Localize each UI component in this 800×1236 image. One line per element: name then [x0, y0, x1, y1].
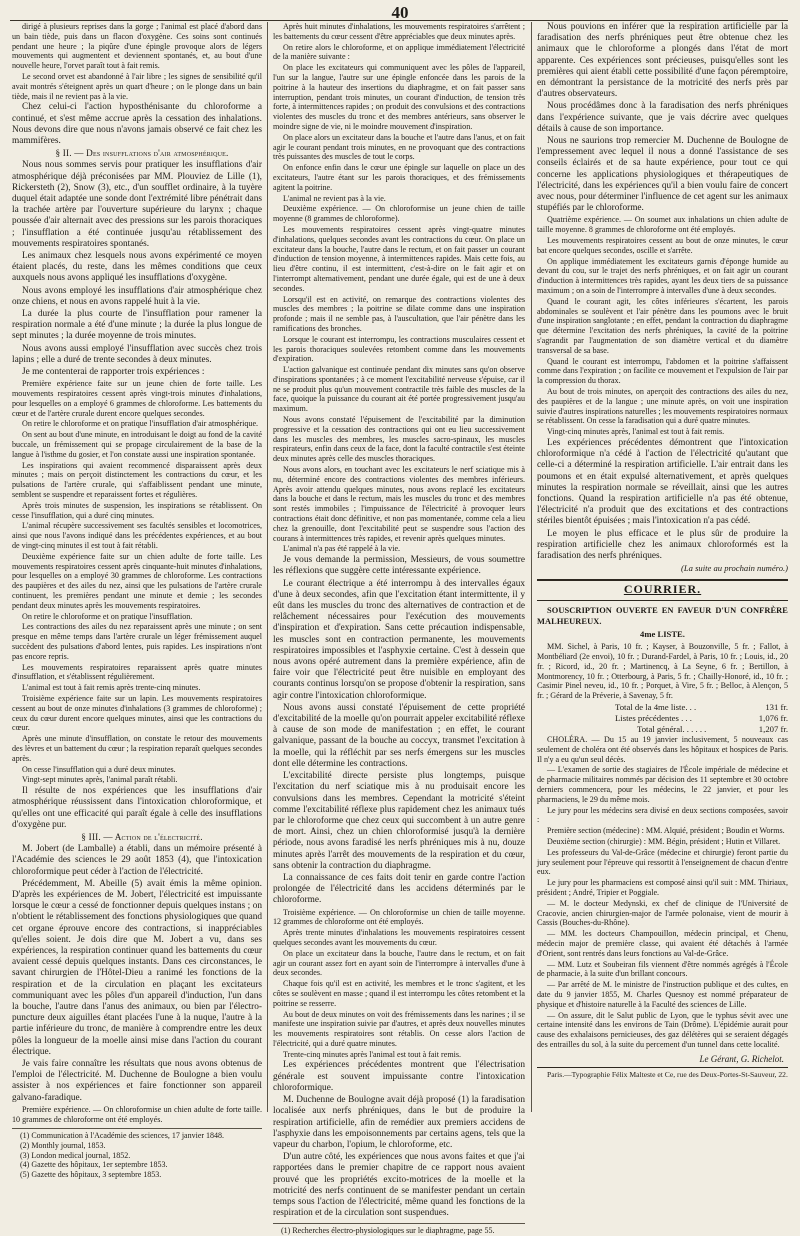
- paragraph: Nous avons aussi employé l'insufflation avec succès chez trois lapins ; elle a duré de trente secondes à deux minutes.: [12, 343, 262, 365]
- paragraph: Nous avons aussi constaté l'épuisement de cette propriété d'excitabilité de la moelle qu'on pourrait appeler excitabilité réflexe à cause de son mode de manifestation ; en effet, le courant galvanique, passant de la bouche au coccyx, transmet l'excitation à la moelle, qui la réfléchit par ses nerfs émergens sur les muscles dont elle détermine les contractions.: [273, 702, 525, 769]
- news-item: CHOLÉRA. — Du 15 au 19 janvier inclusivement, 5 nouveaux cas seulement de choléra ont été observés dans les hôpitaux et hospices de Paris. Il n'y a eu qu'un seul décès.: [537, 735, 788, 764]
- news-item: Le jury pour les pharmaciens est composé ainsi qu'il suit : MM. Thiriaux, président ; André, Tripier et Poggiale.: [537, 878, 788, 897]
- header-rule: [10, 20, 788, 21]
- news-item: — L'examen de sortie des stagiaires de l'École impériale de médecine et de pharmacie militaires nommés par décision des 11 septembre et 30 octobre derniers commencera, pour les médecins, le 22 janvier, et pour les pharmaciens, le 29 du même mois.: [537, 765, 788, 804]
- paragraph: La connaissance de ces faits doit tenir en garde contre l'action prolongée de l'électricité dans les accidens déterminés par le chloroforme.: [273, 872, 525, 906]
- totals: [537, 702, 788, 735]
- section-heading: § II. — Des insufflations d'air atmosphérique.: [55, 148, 229, 159]
- paragraph: On place un excitateur dans la bouche, l'autre dans le rectum, et on fait agir un courant assez fort en ayant soin de l'interrompre à intervalles d'une à deux secondes.: [273, 948, 525, 978]
- printer-imprint: Paris.—Typographie Félix Malteste et Ce, rue des Deux-Portes-St-Sauveur, 22.: [537, 1067, 788, 1079]
- paragraph: D'un autre côté, les expériences que nous avons faites et que j'ai rapportées dans le premier chapitre de ce rapport nous avaient prouvé que les propriétés excito-motrices de la moelle et la motricité des nerfs continuent de se manifester pendant un certain temps sous l'action de l'électricité, même quand les fonctions de la respiration et de la circulation sont suspendues.: [273, 1152, 525, 1219]
- paragraph: Vingt-cinq minutes après, l'animal est tout à fait remis.: [547, 427, 725, 437]
- paragraph: Les mouvements respiratoires cessent après vingt-quatre minutes d'inhalations, quelques secondes avant les contractions du cœur. On place un excitateur dans la bouche, l'autre dans le rectum, et on fait passer un courant d'induction de tension moyenne, à intermittences rapides. Mais cette fois, au lieu d'être continu, il est intermittent, c'est-à-dire on le fait agir et on l'interrompt alternativement, pendant une durée égale, qui est de une à deux secondes.: [273, 224, 525, 293]
- total-value: 131 fr.: [765, 702, 788, 713]
- paragraph: On place les excitateurs qui communiquent avec les pôles de l'appareil, l'un sur la langue, l'autre sur une épingle enfoncée dans les parois de la poitrine à la hauteur des insertions du diaphragme, et on fait passer sans interruption, pendant trois minutes, un courant d'induction, de tension très forte, à intermittences rapides ; on produit des convulsions et des contractions violentes des muscles du tronc et des membres antérieurs, sans observer le moindre signe de vie, ni le moindre mouvement d'inspiration.: [273, 63, 525, 131]
- footnote: (2) Monthly journal, 1853.: [20, 1141, 106, 1150]
- paragraph: Quatrième expérience. — On soumet aux inhalations un chien adulte de taille moyenne. 8 grammes de chloroforme ont été employés.: [537, 215, 788, 235]
- paragraph: Le second orvet est abandonné à l'air libre ; les signes de sensibilité qu'il avait montrés s'éteignent après un quart d'heure ; on le plonge dans un bain tiède, mais il ne revient pas à la vie.: [12, 71, 262, 101]
- paragraph: L'animal n'a pas été rappelé à la vie.: [283, 544, 401, 554]
- grand-total-label: Total général. . . . . .: [637, 724, 707, 735]
- column-3: [537, 22, 788, 1114]
- paragraph: Chez celui-ci l'action hyposthénisante du chloroforme a continué, et s'est même accrue après la cessation des inhalations. Nous devons dire que nous n'avons jamais observé ce fait chez les mammifères.: [12, 102, 262, 146]
- paragraph: L'animal récupère successivement ses facultés sensibles et locomotrices, ainsi que nous l'avons indiqué dans les précédentes expériences, et au bout de vingt-cinq minutes il est tout à fait rétabli.: [12, 521, 262, 550]
- paragraph: Précédemment, M. Abeille (5) avait émis la même opinion. D'après les expériences de M. Jobert, l'électricité est impuissante lorsque le cœur a cessé de fonctionner depuis quelques instans ; on n'obtient le rétablissement des fonctions physiologiques que quand cet organe éprouve encore des contractions, si inappréciables qu'elles soient. Je dois dire que M. Jobert a vu, dans ses expériences, la respiration continuer quand les battements du cœur avaient cessé depuis quelques instants. Dans ces circonstances, le savant chirurgien de l'Hôtel-Dieu a ranimé les fonctions de la respiration et de la circulation en plaçant les excitateurs communiquant avec les pôles d'un appareil d'induction, l'un dans la bouche, l'autre dans l'anus des animaux, ou bien par l'électro-puncture deux aiguilles étant placées l'une à la nuque, l'autre à la partie inférieure du tronc, de manière à comprendre entre les deux pôles la longueur de la moelle ainsi mise dans l'action du courant électrique.: [12, 878, 262, 1057]
- paragraph: On retire le chloroforme et on pratique l'insufflation.: [22, 611, 193, 621]
- courrier-title: COURRIER.: [623, 582, 702, 597]
- paragraph: Lorsque le courant est interrompu, les contractions musculaires cessent et les parois thoraciques soulevées retombent comme dans les mouvements d'expiration.: [273, 334, 525, 364]
- donor-list: MM. Sichel, à Paris, 10 fr. ; Kayser, à Bouzonville, 5 fr. ; Fallot, à Montbéliard (2e envoi), 10 fr. ; Durand-Fardel, à Paris, 10 fr. ; Louis, id., 20 fr. ; Ricord, id., 20 fr. ; Martinencq, à La Seyne, 6 fr. ; Bertillon, à Montmorency, 10 fr. ; Otterbourg, à Paris, 5 fr. ; Chailly-Honoré, id., 10 fr. ; Casimir Pinel neveu, id., 10 fr. ; Porquet, à Vire, 5 fr. ; Belloc, à Alençon, 5 fr. ; Gérard de la Préverie, à Savenay, 5 fr.: [537, 642, 788, 701]
- paragraph: Lorsqu'il est en activité, on remarque des contractions violentes des muscles des membres ; la poitrine se dilate comme dans une inspiration profonde ; mais il ne semble pas, à l'auscultation, que l'air pénètre dans les ramifications des bronches.: [273, 294, 525, 333]
- paragraph: Je me contenterai de rapporter trois expériences :: [22, 367, 205, 378]
- paragraph: Deuxième expérience faite sur un chien adulte de forte taille. Les mouvements respiratoires cessent après cinquante-huit minutes d'inhalations, pour lesquelles on a employé 30 grammes de chloroforme. Les contractions des paupières et des ailes du nez, ainsi que les pulsations de l'artère crurale continuent, les premières pendant une minute et demie ; les secondes pendant deux minutes après les mouvements respiratoires.: [12, 551, 262, 610]
- news-item: — On assure, dit le Salut public de Lyon, que le typhus sévit avec une certaine intensité dans les environs de Tain (Drôme). L'épidémie aurait pour cause des exhalaisons pernicieuses, des gaz délétères qui se seraient dégagés des entrailles du sol, à la suite du percement d'un tunnel dans cette localité.: [537, 1010, 788, 1049]
- previous-value: 1,076 fr.: [758, 713, 788, 724]
- paragraph: Après une minute d'insufflation, on constate le retour des mouvements des lèvres et un battement du cœur ; la respiration reparaît quelques secondes après.: [12, 734, 262, 763]
- total-label: Total de la 4me liste. . .: [615, 702, 697, 713]
- paragraph: L'action galvanique est continuée pendant dix minutes sans qu'on observe d'inspirations spontanées ; à ce moment l'excitabilité nerveuse s'épuise, car il ne se produit plus qu'un mouvement contractile très faible des muscles de la face, quoique la puissance du courant ait été portée progressivement jusqu'au maximum.: [273, 365, 525, 414]
- column-divider: [267, 22, 268, 1112]
- paragraph: Vingt-sept minutes après, l'animal paraît rétabli.: [22, 775, 178, 785]
- footnote: (4) Gazette des hôpitaux, 1er septembre 1853.: [20, 1160, 168, 1170]
- paragraph: Les expériences précédentes démontrent que l'intoxication chloroformique n'a cédé à l'action de l'électricité qu'autant que celle-ci a déterminé la respiration artificielle. L'air entrait dans les poumons et en était expulsé alternativement, et après quelques minutes la respiration normale se réveillait, ainsi que les autres fonctions. Quand la respiration artificielle n'a pas été obtenue, l'électricité n'a produit que des excitations et des contractions stériles bientôt épuisées ; mais l'intoxication n'a pas cédé.: [537, 437, 788, 527]
- list-title: 4me LISTE.: [640, 629, 685, 640]
- grand-total-value: 1,207 fr.: [758, 724, 788, 735]
- paragraph: dirigé à plusieurs reprises dans la gorge ; l'animal est placé d'abord dans un bain tiède, puis dans un flacon d'oxygène. Ces soins sont continués pendant une heure ; la piqûre d'une épingle provoque alors de légers mouvements qui augmentent et deviennent spontanés, et, au bout d'une nouvelle heure, l'orvet paraît tout à fait remis.: [12, 22, 262, 71]
- footnote: (5) Gazette des hôpitaux, 3 septembre 1853.: [20, 1169, 162, 1179]
- news-item: — MM. Lutz et Soubeiran fils viennent d'être nommés agrégés à l'École de pharmacie, à la suite d'un brillant concours.: [537, 959, 788, 979]
- footnote: (1) Recherches électro-physiologiques sur le diaphragme, page 55.: [281, 1226, 495, 1236]
- paragraph: Nous procédâmes donc à la faradisation des nerfs phréniques dans l'expérience suivante, que je vais décrire avec quelques détails à cause de son importance.: [537, 101, 788, 134]
- news-item: Première section (médecine) : MM. Alquié, président ; Boudin et Worms.: [547, 826, 785, 836]
- paragraph: Première expérience faite sur un jeune chien de forte taille. Les mouvements respiratoires cessent après vingt-trois minutes d'inhalations, pour lesquelles on a employé 6 grammes de chloroforme. Les battements du cœur et de l'artère crurale durent encore quelques secondes.: [12, 379, 262, 418]
- footnote: (1) Communication à l'Académie des sciences, 17 janvier 1848.: [20, 1131, 225, 1141]
- subscription-heading: SOUSCRIPTION OUVERTE EN FAVEUR D'UN CONFRÈRE MALHEUREUX.: [537, 605, 788, 626]
- paragraph: Je vous demande la permission, Messieurs, de vous soumettre les réflexions que suggère cette intéressante expérience.: [273, 555, 525, 577]
- paragraph: Les inspirations qui avaient recommencé disparaissent après deux minutes ; mais on perçoit distinctement les contractions du cœur, et les pulsations de l'artère crurale, qui s'affaiblissent pendant une minute, semblent se suspendre et reparaissent fortes et régulières.: [12, 460, 262, 500]
- page-number: 40: [391, 3, 409, 22]
- paragraph: Trente-cinq minutes après l'animal est tout à fait remis.: [283, 1049, 462, 1059]
- paragraph: Deuxième expérience. — On chloroformise un jeune chien de taille moyenne (8 grammes de chloroforme).: [273, 204, 525, 224]
- paragraph: On enfonce enfin dans le cœur une épingle sur laquelle on place un des excitateurs, l'autre étant sur les parois thoraciques, et des frémissements agitent la poitrine.: [273, 163, 525, 192]
- paragraph: La durée la plus courte de l'insufflation pour ramener la respiration normale a été d'une minute ; la durée la plus longue de sept minutes ; la durée moyenne de trois minutes.: [12, 309, 262, 342]
- news-item: Le jury pour les médecins sera divisé en deux sections composées, savoir :: [537, 805, 788, 825]
- paragraph: L'excitabilité directe persiste plus longtemps, puisque l'excitation du nerf sciatique mis à nu produisait encore les convulsions dans les membres. Cependant la motricité s'éteint comme l'excitabilité réflexe plus rapidement chez les animaux tués par le chloroforme que chez ceux qui succombent à un autre genre de mort. Ainsi, chez un chien chloroformisé jusqu'à la dernière période, nous avons faradisé les nerfs phréniques mis à nu, douze minutes après l'arrêt des mouvements de la respiration et du cœur, sans obtenir la contraction du diaphragme.: [273, 771, 525, 871]
- paragraph: Il résulte de nos expériences que les insufflations d'air atmosphérique réussissent dans l'intoxication chloroformique, et qu'elles ont une efficacité qui paraît égale à celle des insufflations d'oxygène pur.: [12, 786, 262, 830]
- news-item: — M. le docteur Medynski, ex chef de clinique de l'Université de Cracovie, ancien chirurgien-major de l'armée polonaise, vient de mourir à Cassis (Bouches-du-Rhône).: [537, 898, 788, 928]
- paragraph: Les mouvements respiratoires reparaissent après quatre minutes d'insufflation, et s'établissent régulièrement.: [12, 662, 262, 682]
- paragraph: On retire alors le chloroforme, et on applique immédiatement l'électricité de la manière suivante :: [273, 42, 525, 62]
- paragraph: Les mouvements respiratoires cessent au bout de onze minutes, le cœur bat encore quelques secondes, oscille et s'arrête.: [537, 236, 788, 255]
- paragraph: Nous ne saurions trop remercier M. Duchenne de Boulogne de l'empressement avec lequel il nous a donné l'assistance de ses conseils éclairés et de sa haute expérience, pour tout ce qui concerne les applications physiologiques et thérapeutiques de l'électricité, dans les expériences qu'il a bien voulu faire de concert avec nous, pour déterminer l'influence de cet agent sur les animaux stupéfiés par le chloroforme.: [537, 136, 788, 214]
- paragraph: Quand le courant agit, les côtes inférieures s'écartent, les parois abdominales se soulèvent et l'air pénètre dans les poumons avec le bruit d'une inspiration sanglotante ; en effet, pendant la contraction du diaphragme que détermine l'excitation des nerfs phréniques, la cavité de la poitrine s'agrandit par l'augmentation de son diamètre vertical et du diamètre transversal de sa base.: [537, 296, 788, 355]
- paragraph: Chaque fois qu'il est en activité, les membres et le tronc s'agitent, et les côtes se soulèvent en masse ; quand il est interrompu les côtes retombent et la poitrine se resserre.: [273, 979, 525, 1008]
- column-divider: [531, 22, 532, 1112]
- news-item: Deuxième section (chirurgie) : MM. Bégin, président ; Hutin et Villaret.: [547, 836, 781, 846]
- previous-label: Listes précédentes . . .: [615, 713, 692, 724]
- signature: Le Gérant, G. Richelot.: [699, 1053, 784, 1064]
- paragraph: Au bout de trois minutes, on aperçoit des contractions des ailes du nez, des paupières et de la langue ; une minute après, on voit une inspiration suivie d'autres inspirations naturelles ; les mouvements respiratoires normaux se rétablissent. On cesse la faradisation qui a duré quatre minutes.: [537, 387, 788, 426]
- section-rule: [537, 579, 788, 581]
- paragraph: M. Duchenne de Boulogne avait déjà proposé (1) la faradisation localisée aux nerfs phréniques, dans le but de produire la respiration artificielle, afin de remédier aux premiers accidens de l'asphyxie dans les empoisonnements par certains agens, tels que la vapeur du charbon, l'opium, le chloroforme, etc.: [273, 1095, 525, 1150]
- footnote: (3) London medical journal, 1852.: [20, 1150, 131, 1160]
- paragraph: Le courant électrique a été interrompu à des intervalles égaux d'une à deux secondes, afin que l'excitation étant intermittente, il y eût dans les muscles du tronc des alternatives de contraction et de relâchement nécessaires pour l'exécution des mouvements d'inspiration et d'expiration. Sans cette précaution indispensable, les muscles sont en contraction permanente, les mouvements respiratoires impossibles et l'asphyxie certaine. C'est à dessein que nous avons opéré autrement dans la première expérience, afin de faire voir que l'électricité peut être nuisible en employant des courants continus lorsqu'on se propose d'obtenir la respiration, sans agir contre l'intoxication chloroformique.: [273, 578, 525, 701]
- section-rule: [537, 600, 788, 601]
- paragraph: Les animaux chez lesquels nous avons expérimenté ce moyen étaient placés, du reste, dans les mêmes conditions que ceux auxquels nous avons appliqué les insufflations d'oxygène.: [12, 251, 262, 284]
- paragraph: Je vais faire connaître les résultats que nous avons obtenus de l'emploi de l'électricité. M. Duchenne de Boulogne a bien voulu assister à nos expériences et faire fonctionner son appareil galvano-faradique.: [12, 1059, 262, 1103]
- grand-total-row: [537, 724, 788, 735]
- paragraph: Au bout de deux minutes on voit des frémissements dans les narines ; il se manifeste une inspiration suivie par d'autres, et après deux nouvelles minutes les mouvements respiratoires sont rétablis. On cesse alors l'action de l'électricité, qui a duré quatre minutes.: [273, 1009, 525, 1048]
- paragraph: Les contractions des ailes du nez reparaissent après une minute ; on sent presque en même temps dans l'artère crurale un léger frémissement auquel succèdent des pulsations d'abord lentes, puis rapides. Les inspirations n'ont pas encore repris.: [12, 622, 262, 661]
- paragraph: Nous pouvions en inférer que la respiration artificielle par la faradisation des nerfs phréniques peut être obtenue chez les animaux que le chloroforme a plongés dans l'état de mort apparente. Ces expériences sont précieuses, puisqu'elles sont les premières qui aient établi cette possibilité d'une façon péremptoire, en démontrant la persistance de la motricité des nerfs près par d'autres observateurs.: [537, 22, 788, 100]
- news-item: — MM. les docteurs Champouillon, médecin principal, et Chenu, médecin major de première classe, qui avaient été détachés à l'armée d'Orient, sont rentrés dans leurs fonctions au Val-de-Grâce.: [537, 929, 788, 958]
- paragraph: Nous nous sommes servis pour pratiquer les insufflations d'air atmosphérique déjà préconisées par MM. Plouviez de Lille (1), Rickersteth (2), Snow (3), etc., d'un soufflet ordinaire, à la tuyère duquel était adaptée une sonde dont l'extrémité libre pénétrait dans la trachée artère par l'ouverture supérieure du larynx ; chaque poussée d'air alternait avec des pressions sur les parois thoraciques ; l'insufflation a été continuée jusqu'au rétablissement des mouvements respiratoires spontanés.: [12, 160, 262, 249]
- paragraph: Nous avons constaté l'épuisement de l'excitabilité par la diminution progressive et la cessation des contractions qui ont eu lieu successivement dans les muscles des membres, les muscles sacro-spinaux, les muscles respirateurs, enfin dans ceux de la face, dont la faculté contractile s'est éteinte deux minutes après celle des muscles thoraciques.: [273, 415, 525, 464]
- total-row: [537, 702, 788, 713]
- paragraph: M. Jobert (de Lamballe) a établi, dans un mémoire présenté à l'Académie des sciences le 29 août 1853 (4), que l'intoxication chloroformique peut céder à l'action de l'électricité.: [12, 844, 262, 877]
- paragraph: Après trois minutes de suspension, les inspirations se rétablissent. On cesse l'insufflation, qui a duré cinq minutes.: [12, 500, 262, 520]
- paragraph: Troisième expérience faite sur un lapin. Les mouvements respiratoires cessent au bout de onze minutes d'inhalations (3 grammes de chloroforme) ; ceux du cœur durent encore quelques minutes, ainsi que les contractions du cœur.: [12, 693, 262, 733]
- paragraph: On retire le chloroforme et on pratique l'insufflation d'air atmosphérique.: [22, 419, 259, 429]
- paragraph: Quand le courant est interrompu, l'abdomen et la poitrine s'affaissent comme dans l'expiration ; on facilite ce mouvement et l'expulsion de l'air par la compression du thorax.: [537, 356, 788, 386]
- paragraph: Nous avons alors, en touchant avec les excitateurs le nerf sciatique mis à nu, déterminé encore des contractions violentes des membres inférieurs. Après avoir attendu quelques minutes, nous avons replacé les excitateurs dans la bouche et dans le rectum, mais les muscles du tronc et des membres sont restés immobiles ; l'impuissance de l'électricité à provoquer leurs contractions était donc définitive, et non pas momentanée, comme cela a lieu chez la grenouille, dont l'excitabilité peut se suspendre sous l'action des courans à intermittences très rapides, et revenir après quelques minutes.: [273, 465, 525, 543]
- paragraph: Après trente minutes d'inhalations les mouvements respiratoires cessent quelques secondes avant les mouvements du cœur.: [273, 928, 525, 947]
- paragraph: On applique immédiatement les excitateurs garnis d'éponge humide au devant du cou, sur le trajet des nerfs phréniques, et on fait agir un courant d'induction à intermittences très rapides, ayant les deux tiers de sa puissance maximum ; on a soin de l'interrompre à intervalles d'une à deux secondes.: [537, 256, 788, 296]
- paragraph: On place alors un excitateur dans la bouche et l'autre dans l'anus, et on fait agir le courant pendant trois minutes, en ne provoquant que des contractions très puissantes des muscles de tout le corps.: [273, 132, 525, 162]
- column-2: [273, 22, 525, 1236]
- footnotes: [273, 1223, 525, 1236]
- paragraph: Troisième expérience. — On chloroformise un chien de taille moyenne. 12 grammes de chloroforme ont été employés.: [273, 907, 525, 927]
- paragraph: Première expérience. — On chloroformise un chien adulte de forte taille. 10 grammes de chloroforme ont été employés.: [12, 1104, 262, 1124]
- previous-row: [537, 713, 788, 724]
- news-item: Les professeurs du Val-de-Grâce (médecine et chirurgie) feront partie du jury seulement pour l'épreuve qui ressortit à l'enseignement de chacun d'entre eux.: [537, 847, 788, 877]
- paragraph: L'animal ne revient pas à la vie.: [283, 193, 386, 203]
- paragraph: L'animal est tout à fait remis après trente-cinq minutes.: [22, 683, 201, 693]
- paragraph: On sent au bout d'une minute, en introduisant le doigt au fond de la cavité buccale, un frémissement qui se propage circulairement de la base de la langue à l'isthme du gosier, et l'on constate aussi une inspiration spontanée.: [12, 430, 262, 459]
- column-1: [12, 22, 262, 1179]
- footnotes: [12, 1128, 262, 1179]
- paragraph: Les expériences précédentes montrent que l'électrisation générale est souvent impuissante contre l'intoxication chloroformique.: [273, 1060, 525, 1093]
- paragraph: Après huit minutes d'inhalations, les mouvements respiratoires s'arrêtent ; les battements du cœur cessent d'être appréciables que deux minutes après.: [273, 22, 525, 41]
- paragraph: Nous avons employé les insufflations d'air atmosphérique chez onze chiens, et nous en avons rappelé huit à la vie.: [12, 285, 262, 307]
- paragraph: On cesse l'insufflation qui a duré deux minutes.: [22, 764, 176, 774]
- continued-note: (La suite au prochain numéro.): [680, 563, 788, 574]
- paragraph: Le moyen le plus efficace et le plus sûr de produire la respiration artificielle chez les animaux chloroformés est la faradisation des nerfs phréniques.: [537, 528, 788, 562]
- section-heading: § III. — Action de l'électricité.: [81, 831, 203, 842]
- news-item: — Par arrêté de M. le ministre de l'instruction publique et des cultes, en date du 9 janvier 1855, M. Charles Quesnoy est nommé préparateur de physique et d'histoire naturelle à la Faculté des sciences de Lille.: [537, 980, 788, 1009]
